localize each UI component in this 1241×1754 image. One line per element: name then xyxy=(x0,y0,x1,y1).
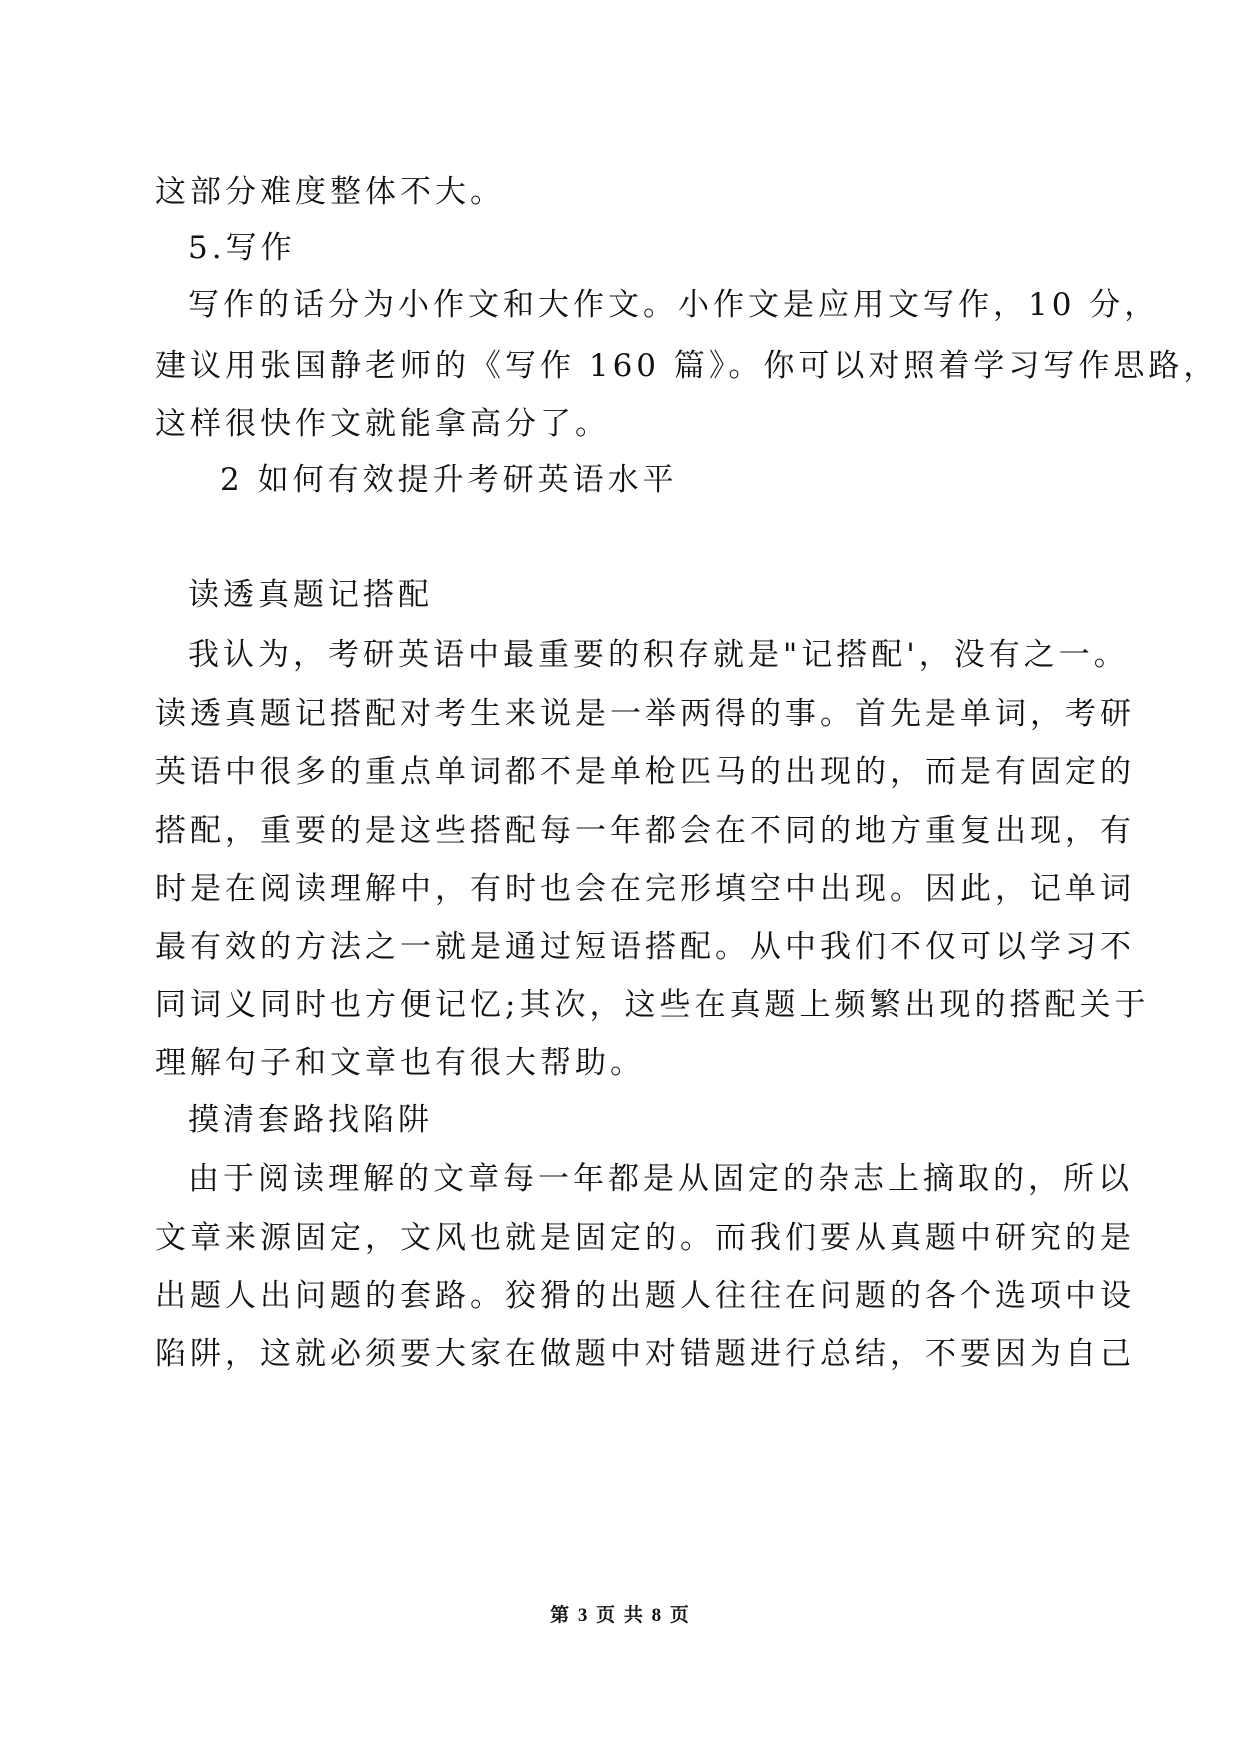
paragraph-line: 英语中很多的重点单词都不是单枪匹马的出现的，而是有固定的 xyxy=(155,754,1135,790)
paragraph-line: 同词义同时也方便记忆;其次，这些在真题上频繁出现的搭配关于 xyxy=(155,987,1150,1023)
subsection-heading: 摸清套路找陷阱 xyxy=(188,1102,433,1138)
subsection-heading: 读透真题记搭配 xyxy=(188,577,433,613)
paragraph-line: 我认为，考研英语中最重要的积存就是"记搭配'，没有之一。 xyxy=(188,637,1129,673)
paragraph-line: 最有效的方法之一就是通过短语搭配。从中我们不仅可以学习不 xyxy=(155,929,1135,965)
paragraph-line: 建议用张国静老师的《写作 160 篇》。你可以对照着学习写作思路， xyxy=(155,348,1219,384)
paragraph-line: 由于阅读理解的文章每一年都是从固定的杂志上摘取的，所以 xyxy=(188,1161,1133,1197)
paragraph-line: 写作的话分为小作文和大作文。小作文是应用文写作，10 分， xyxy=(188,287,1160,323)
paragraph-line: 这样很快作文就能拿高分了。 xyxy=(155,406,610,442)
paragraph-line: 理解句子和文章也有很大帮助。 xyxy=(155,1045,645,1081)
paragraph-line: 陷阱，这就必须要大家在做题中对错题进行总结，不要因为自己 xyxy=(155,1336,1135,1372)
page-number-footer: 第 3 页 共 8 页 xyxy=(550,1605,691,1626)
paragraph-line: 文章来源固定，文风也就是固定的。而我们要从真题中研究的是 xyxy=(155,1220,1135,1256)
section-heading: 2 如何有效提升考研英语水平 xyxy=(220,462,678,498)
paragraph-line: 出题人出问题的套路。狡猾的出题人往往在问题的各个选项中设 xyxy=(155,1278,1135,1314)
paragraph-line: 搭配，重要的是这些搭配每一年都会在不同的地方重复出现，有 xyxy=(155,813,1135,849)
paragraph-line: 读透真题记搭配对考生来说是一举两得的事。首先是单词，考研 xyxy=(155,696,1135,732)
section-heading: 5.写作 xyxy=(188,230,296,266)
paragraph-line: 这部分难度整体不大。 xyxy=(155,174,505,210)
paragraph-line: 时是在阅读理解中，有时也会在完形填空中出现。因此，记单词 xyxy=(155,871,1135,907)
